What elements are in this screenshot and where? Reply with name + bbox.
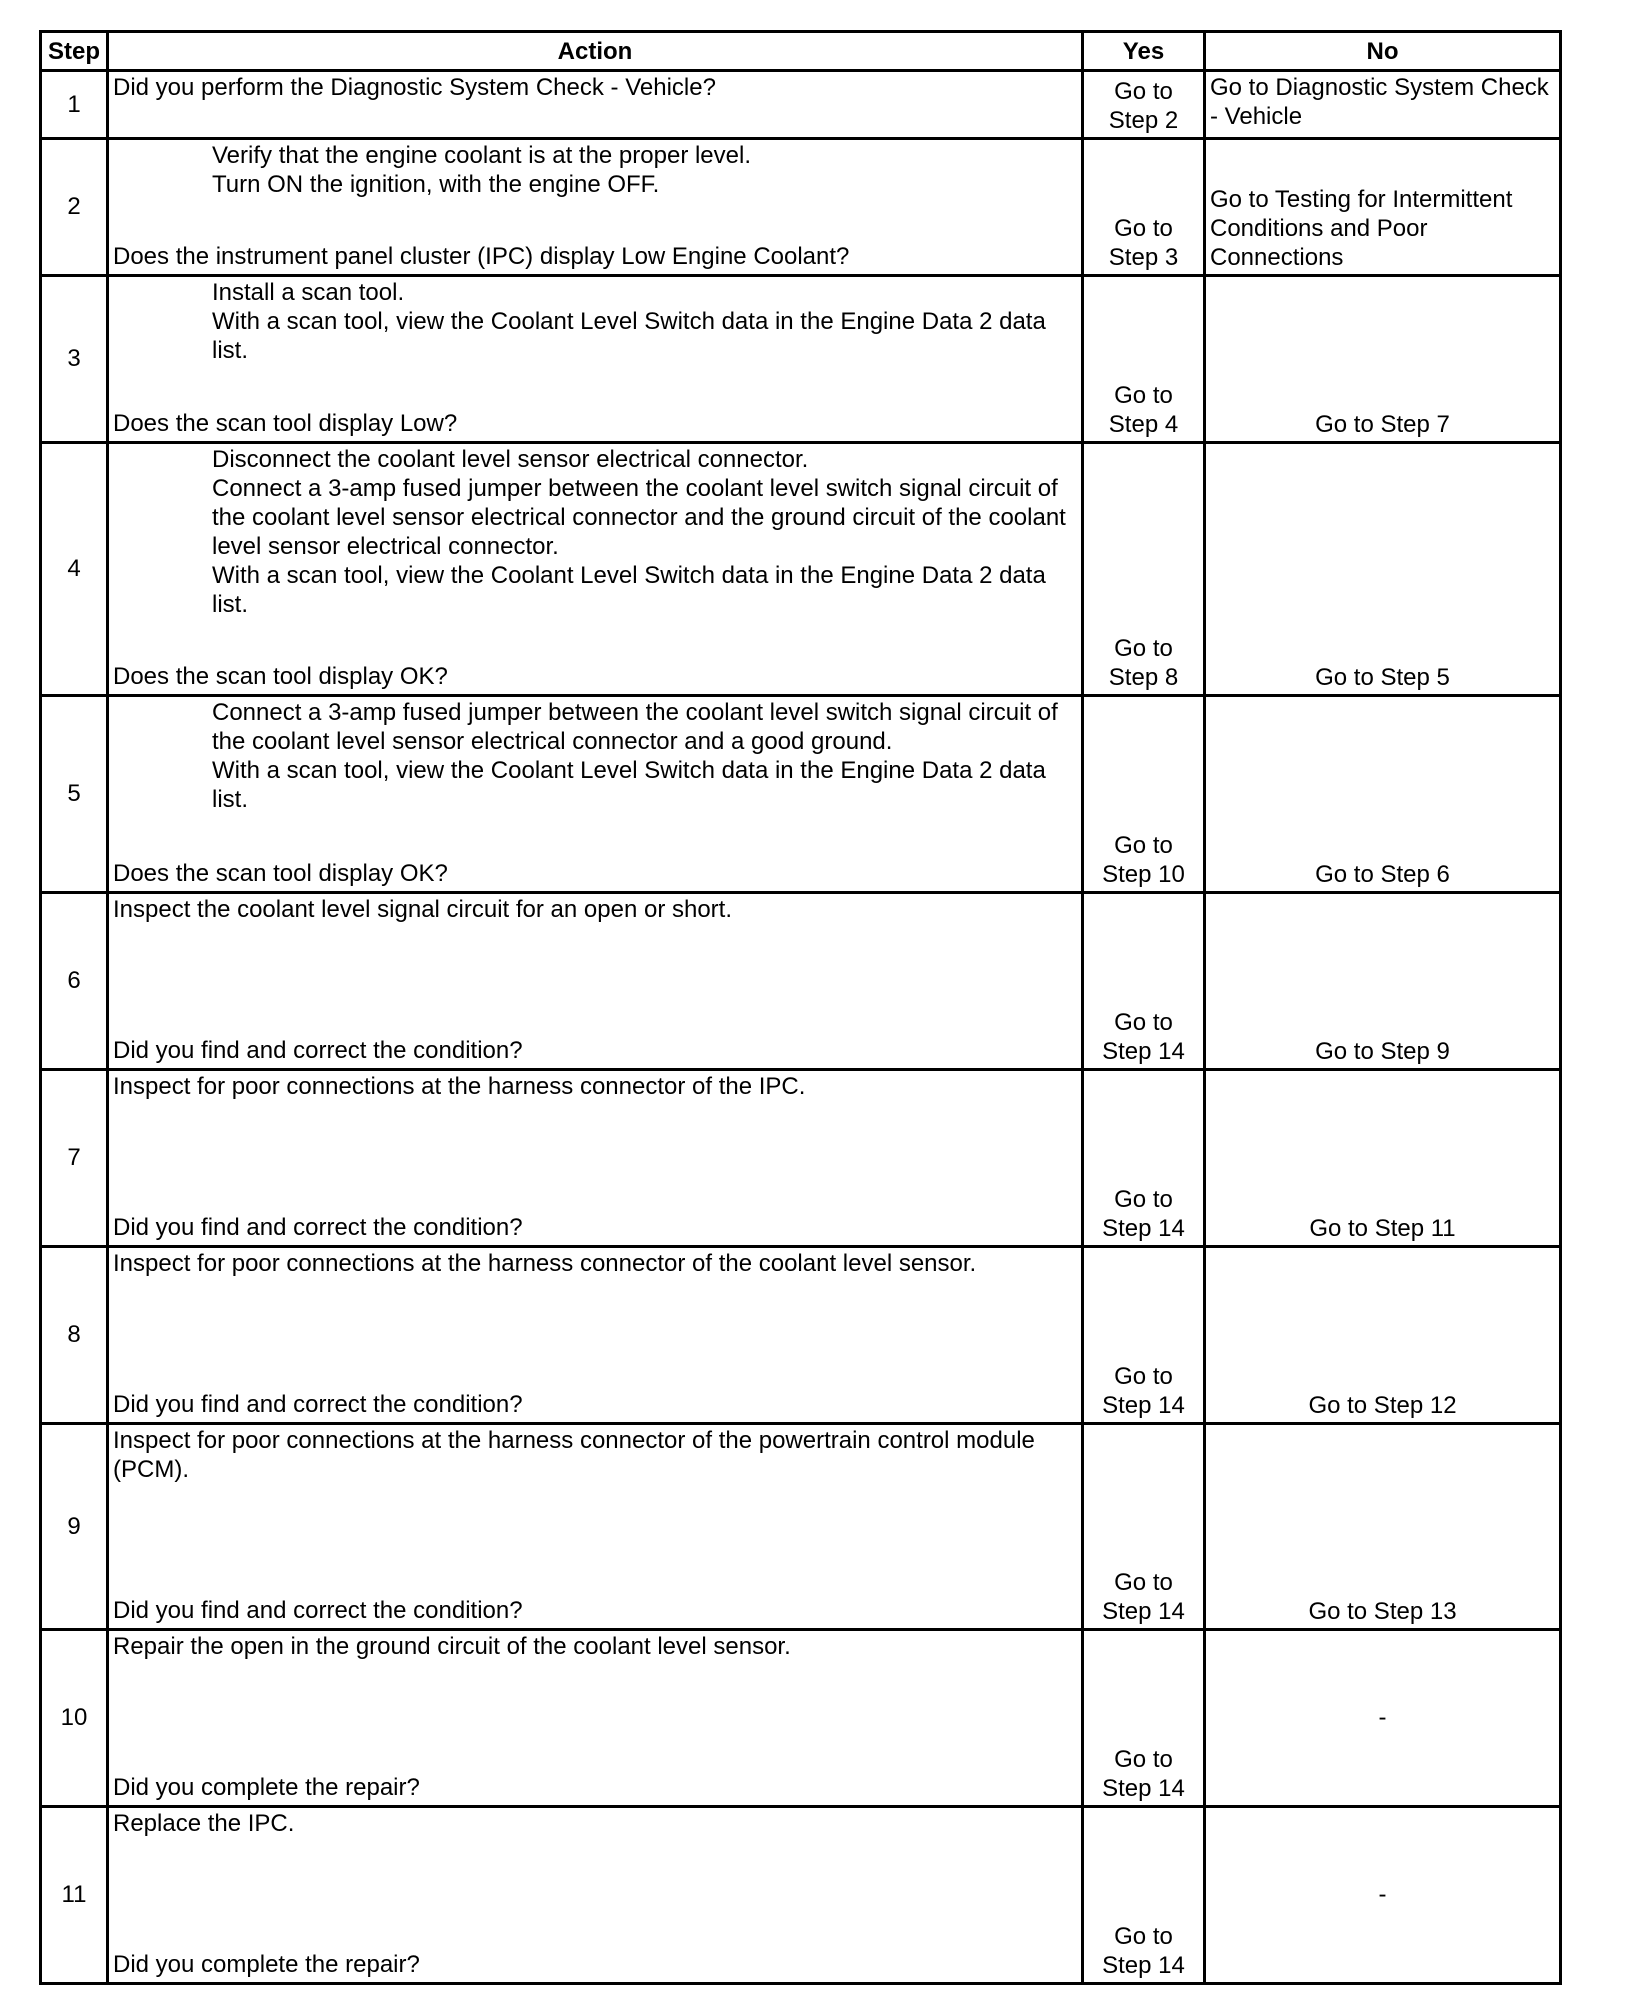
- yes-cell: Go to Step 10: [1083, 696, 1205, 893]
- yes-cell: Go to Step 4: [1083, 276, 1205, 443]
- table-row: [41, 443, 1561, 696]
- action-line: Disconnect the coolant level sensor electrical connector.: [212, 446, 809, 473]
- no-cell: -: [1205, 1630, 1561, 1807]
- yes-cell: Go to Step 14: [1083, 1070, 1205, 1247]
- action-question: Did you find and correct the condition?: [113, 1391, 523, 1418]
- no-cell: Go to Testing for Intermittent Conditions and Poor Connections: [1205, 139, 1561, 276]
- action-cell: [108, 139, 1083, 276]
- action-intro: Inspect for poor connections at the harness connector of the powertrain control module (PCM).: [113, 1427, 1035, 1483]
- step-number: 4: [41, 443, 108, 696]
- action-question: Does the instrument panel cluster (IPC) display Low Engine Coolant?: [113, 243, 850, 270]
- header-no: No: [1205, 32, 1561, 71]
- action-instructions: [113, 141, 1077, 199]
- step-number: 6: [41, 893, 108, 1070]
- action-line: Install a scan tool.: [212, 279, 405, 306]
- action-line: Turn ON the ignition, with the engine OFF.: [212, 171, 660, 198]
- diagnostic-page: [39, 30, 1559, 1985]
- step-number: 3: [41, 276, 108, 443]
- step-number: 11: [41, 1807, 108, 1984]
- action-question: Did you complete the repair?: [113, 1951, 420, 1978]
- table-row: [41, 276, 1561, 443]
- table-row: [41, 139, 1561, 276]
- header-action: Action: [108, 32, 1083, 71]
- header-yes: Yes: [1083, 32, 1205, 71]
- table-row: [41, 1247, 1561, 1424]
- yes-cell: Go to Step 14: [1083, 1424, 1205, 1630]
- step-number: 2: [41, 139, 108, 276]
- table-row: [41, 1807, 1561, 1984]
- action-line: Verify that the engine coolant is at the proper level.: [212, 142, 752, 169]
- table-row: [41, 1070, 1561, 1247]
- action-line: With a scan tool, view the Coolant Level Switch data in the Engine Data 2 data list.: [212, 757, 1046, 813]
- action-question: Does the scan tool display OK?: [113, 860, 448, 887]
- no-cell: Go to Diagnostic System Check - Vehicle: [1205, 71, 1561, 139]
- action-cell: [108, 443, 1083, 696]
- no-cell: Go to Step 6: [1205, 696, 1561, 893]
- step-number: 9: [41, 1424, 108, 1630]
- table-header-row: [41, 32, 1561, 71]
- action-cell: [108, 1070, 1083, 1247]
- action-cell: [108, 71, 1083, 139]
- table-row: [41, 696, 1561, 893]
- action-instructions: [113, 698, 1077, 814]
- no-cell: Go to Step 13: [1205, 1424, 1561, 1630]
- action-intro: Repair the open in the ground circuit of the coolant level sensor.: [113, 1633, 791, 1660]
- no-cell: Go to Step 7: [1205, 276, 1561, 443]
- table-row: [41, 71, 1561, 139]
- yes-cell: Go to Step 14: [1083, 1247, 1205, 1424]
- no-cell: Go to Step 11: [1205, 1070, 1561, 1247]
- action-instructions: [113, 278, 1077, 365]
- action-question: Does the scan tool display Low?: [113, 410, 458, 437]
- diagnostic-table: [39, 30, 1562, 1985]
- no-cell: Go to Step 9: [1205, 893, 1561, 1070]
- action-line: Connect a 3-amp fused jumper between the coolant level switch signal circuit of the coolant level sensor electrical connector and a good ground.: [212, 699, 1058, 755]
- action-cell: [108, 893, 1083, 1070]
- action-intro: Inspect the coolant level signal circuit for an open or short.: [113, 896, 733, 923]
- action-intro: Inspect for poor connections at the harness connector of the IPC.: [113, 1073, 806, 1100]
- yes-cell: Go to Step 3: [1083, 139, 1205, 276]
- step-number: 10: [41, 1630, 108, 1807]
- yes-cell: Go to Step 14: [1083, 1807, 1205, 1984]
- action-intro: Replace the IPC.: [113, 1810, 295, 1837]
- action-line: With a scan tool, view the Coolant Level Switch data in the Engine Data 2 data list.: [212, 562, 1046, 618]
- step-number: 7: [41, 1070, 108, 1247]
- action-cell: [108, 696, 1083, 893]
- action-cell: [108, 1807, 1083, 1984]
- step-number: 1: [41, 71, 108, 139]
- yes-cell: Go to Step 8: [1083, 443, 1205, 696]
- action-line: With a scan tool, view the Coolant Level Switch data in the Engine Data 2 data list.: [212, 308, 1046, 364]
- action-cell: [108, 1424, 1083, 1630]
- action-cell: [108, 1247, 1083, 1424]
- no-cell: Go to Step 12: [1205, 1247, 1561, 1424]
- action-instructions: [113, 445, 1077, 619]
- action-question: Did you complete the repair?: [113, 1774, 420, 1801]
- action-question: Did you find and correct the condition?: [113, 1037, 523, 1064]
- header-step: Step: [41, 32, 108, 71]
- step-number: 5: [41, 696, 108, 893]
- step-number: 8: [41, 1247, 108, 1424]
- no-cell: Go to Step 5: [1205, 443, 1561, 696]
- yes-cell: Go to Step 14: [1083, 893, 1205, 1070]
- table-row: [41, 1424, 1561, 1630]
- action-question: Did you find and correct the condition?: [113, 1597, 523, 1624]
- no-cell: -: [1205, 1807, 1561, 1984]
- action-cell: [108, 276, 1083, 443]
- action-intro: Inspect for poor connections at the harness connector of the coolant level sensor.: [113, 1250, 977, 1277]
- action-question: Did you perform the Diagnostic System Check - Vehicle?: [113, 74, 716, 101]
- action-question: Does the scan tool display OK?: [113, 663, 448, 690]
- table-row: [41, 893, 1561, 1070]
- table-row: [41, 1630, 1561, 1807]
- yes-cell: Go to Step 14: [1083, 1630, 1205, 1807]
- action-line: Connect a 3-amp fused jumper between the coolant level switch signal circuit of the coolant level sensor electrical connector and the ground circuit of the coolant level sensor electrical connector.: [212, 475, 1066, 560]
- yes-cell: Go to Step 2: [1083, 71, 1205, 139]
- action-question: Did you find and correct the condition?: [113, 1214, 523, 1241]
- action-cell: [108, 1630, 1083, 1807]
